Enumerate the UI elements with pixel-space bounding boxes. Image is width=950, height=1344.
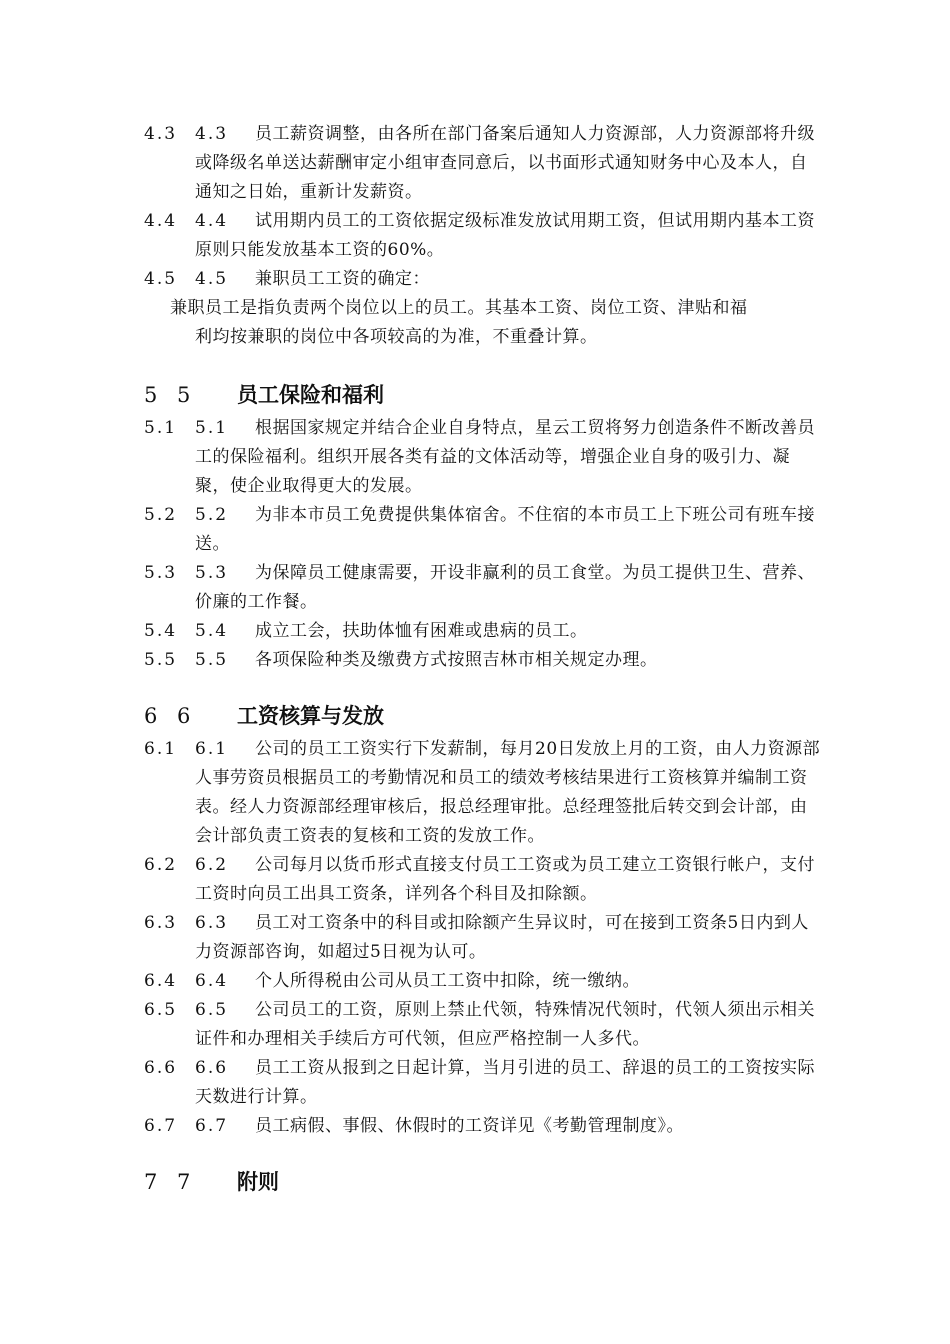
clause-subnumber: 6.6: [195, 1058, 229, 1078]
clause-5-1: [144, 414, 824, 501]
clause-text: 为保障员工健康需要，开设非赢利的员工食堂。为员工提供卫生、营养、价廉的工作餐。: [195, 563, 815, 612]
section-subnumber: 7: [177, 1170, 191, 1194]
clause-subnumber: 6.7: [195, 1116, 229, 1136]
clause-6-4: [144, 967, 824, 996]
clause-text: 公司的员工工资实行下发薪制，每月20日发放上月的工资，由人力资源部人事劳资员根据员工的考勤情况和员工的绩效考核结果进行工资核算并编制工资表。经人力资源部经理审核后，报总经理审批。总经理签批后转交到会计部，由会计部负责工资表的复核和工资的发放工作。: [195, 739, 821, 846]
section-subnumber: 6: [177, 704, 191, 728]
clause-text: 为非本市员工免费提供集体宿舍。不住宿的本市员工上下班公司有班车接送。: [195, 505, 815, 554]
section-subnumber: 5: [177, 383, 191, 407]
clause-number: 5.4: [144, 621, 178, 641]
clause-text: 员工对工资条中的科目或扣除额产生异议时，可在接到工资条5日内到人力资源部咨询，如超过5日视为认可。: [195, 913, 809, 962]
clause-number: 4.5: [144, 269, 178, 289]
clause-subnumber: 5.3: [195, 563, 229, 583]
clause-text: 公司员工的工资，原则上禁止代领，特殊情况代领时，代领人须出示相关证件和办理相关手续后方可代领，但应严格控制一人多代。: [195, 1000, 815, 1049]
clause-text: 根据国家规定并结合企业自身特点，星云工贸将努力创造条件不断改善员工的保险福利。组织开展各类有益的文体活动等，增强企业自身的吸引力、凝聚，使企业取得更大的发展。: [195, 418, 815, 496]
section-title: 附则: [237, 1170, 279, 1194]
clause-5-4: [144, 617, 824, 646]
section-heading-5: [144, 378, 824, 412]
clause-number: 6.5: [144, 1000, 178, 1020]
clause-text: 兼职员工工资的确定：: [255, 269, 430, 289]
clause-text: 成立工会，扶助体恤有困难或患病的员工。: [255, 621, 588, 641]
clause-subnumber: 4.3: [195, 124, 229, 144]
section-heading-7: [144, 1165, 824, 1199]
clause-number: 6.4: [144, 971, 178, 991]
clause-6-6: [144, 1054, 824, 1112]
clause-6-1: [144, 735, 824, 851]
clause-subnumber: 5.1: [195, 418, 229, 438]
clause-subnumber: 4.5: [195, 269, 229, 289]
clause-subnumber: 6.5: [195, 1000, 229, 1020]
clause-4-5: [144, 265, 824, 294]
clause-number: 6.3: [144, 913, 178, 933]
section-number: 7: [144, 1170, 158, 1194]
section-number: 6: [144, 704, 158, 728]
section-title: 工资核算与发放: [237, 704, 384, 728]
clause-4-3: [144, 120, 824, 207]
paragraph-line: 兼职员工是指负责两个岗位以上的员工。其基本工资、岗位工资、津贴和福: [170, 298, 748, 318]
clause-5-2: [144, 501, 824, 559]
clause-5-3: [144, 559, 824, 617]
clause-4-4: [144, 207, 824, 265]
clause-subnumber: 5.4: [195, 621, 229, 641]
clause-6-5: [144, 996, 824, 1054]
clause-number: 5.2: [144, 505, 178, 525]
parttime-paragraph: [170, 294, 820, 352]
clause-subnumber: 5.5: [195, 650, 229, 670]
clause-number: 4.4: [144, 211, 178, 231]
clause-6-2: [144, 851, 824, 909]
clause-number: 6.2: [144, 855, 178, 875]
section-title: 员工保险和福利: [237, 383, 384, 407]
clause-number: 6.1: [144, 739, 178, 759]
clause-text: 员工病假、事假、休假时的工资详见《考勤管理制度》。: [255, 1116, 684, 1136]
clause-number: 6.7: [144, 1116, 178, 1136]
clause-number: 5.5: [144, 650, 178, 670]
clause-text: 公司每月以货币形式直接支付员工工资或为员工建立工资银行帐户，支付工资时向员工出具工资条，详列各个科目及扣除额。: [195, 855, 815, 904]
clause-number: 5.3: [144, 563, 178, 583]
clause-6-7: [144, 1112, 824, 1141]
clause-text: 个人所得税由公司从员工工资中扣除，统一缴纳。: [255, 971, 640, 991]
clause-subnumber: 6.3: [195, 913, 229, 933]
clause-subnumber: 5.2: [195, 505, 229, 525]
clause-number: 5.1: [144, 418, 178, 438]
clause-6-3: [144, 909, 824, 967]
section-heading-6: [144, 699, 824, 733]
clause-text: 各项保险种类及缴费方式按照吉林市相关规定办理。: [255, 650, 658, 670]
clause-subnumber: 6.2: [195, 855, 229, 875]
clause-number: 4.3: [144, 124, 178, 144]
clause-number: 6.6: [144, 1058, 178, 1078]
clause-subnumber: 6.1: [195, 739, 229, 759]
clause-text: 员工薪资调整，由各所在部门备案后通知人力资源部，人力资源部将升级或降级名单送达薪酬审定小组审查同意后，以书面形式通知财务中心及本人，自通知之日始，重新计发薪资。: [195, 124, 815, 202]
paragraph-line: 利均按兼职的岗位中各项较高的为准，不重叠计算。: [195, 327, 598, 347]
clause-subnumber: 6.4: [195, 971, 229, 991]
clause-subnumber: 4.4: [195, 211, 229, 231]
clause-5-5: [144, 646, 824, 675]
clause-text: 试用期内员工的工资依据定级标准发放试用期工资，但试用期内基本工资原则只能发放基本工资的60%。: [195, 211, 815, 260]
clause-text: 员工工资从报到之日起计算，当月引进的员工、辞退的员工的工资按实际天数进行计算。: [195, 1058, 815, 1107]
section-number: 5: [144, 383, 158, 407]
